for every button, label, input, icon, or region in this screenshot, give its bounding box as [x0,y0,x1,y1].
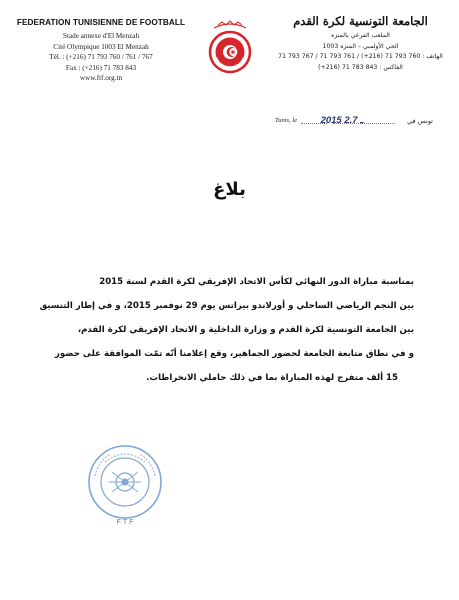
official-stamp-icon [82,440,168,530]
address-line-ar-1: الملعب الفرعي بالمنزه [331,32,390,39]
website-line: www.ftf.org.tn [79,74,123,83]
body-line: و في نطاق متابعة الجامعة لحضور الجماهير، وقع إعلامنا أنّه تمّت الموافقة على حضور [54,349,414,359]
stamp-initials: F T F [116,519,134,526]
body-line: بمناسبة مباراة الدور النهائي لكأس الاتحاد الإفريقي لكرة القدم لسنة 2015 [99,277,414,287]
svg-text:FEDERATION TUNISIENNE DE FOOTB: ION TUNISIENNE DE F [214,57,246,70]
header-left-french [6,18,196,83]
address-line-2: Cité Olympique 1003 El Menzah [53,42,149,51]
fax-line-ar: الفاكس : 843 783 71 (216+) [318,63,403,71]
announcement-body [39,270,414,390]
phone-line-ar: الهاتف : 760 793 71 (216+) / 761 793 71 / 767 793 71 [278,53,443,61]
date-stamp: 2015 ـ 2.7 [320,115,363,126]
fax-line: Fax : (+216) 71 783 843 [65,63,137,72]
body-line: 15 ألف متفرج لهذه المباراة بما في ذلك حاملي الانخراطات. [146,373,398,383]
federation-name-ar: الجامعة التونسية لكرة القدم [293,14,428,28]
dateline-label-ar: تونس في [407,117,433,125]
address-line-ar-2: الحي الأولمبي – المنزه 1003 [322,42,399,50]
body-line: بين النجم الرياضي الساحلي و أورلاندو بيراتس يوم 29 نوفمبر 2015، و في إطار التنسيق [39,301,414,311]
ftf-logo-icon [206,18,254,78]
page-title: بلاغ [213,179,246,200]
address-line-1: Stade annexe d'El Menzah [62,32,140,41]
phone-line: Tél. : (+216) 71 793 760 / 761 / 767 [49,53,153,62]
dateline [233,115,433,129]
dateline-label-fr: Tunis, le [274,117,297,124]
body-line: بين الجامعة التونسية لكرة القدم و وزارة الداخلية و الاتحاد الإفريقي لكرة القدم، [77,325,414,335]
federation-name-fr: FEDERATION TUNISIENNE DE FOOTBALL [16,18,186,27]
header-right-arabic [268,14,453,73]
dotted-line [301,123,327,124]
